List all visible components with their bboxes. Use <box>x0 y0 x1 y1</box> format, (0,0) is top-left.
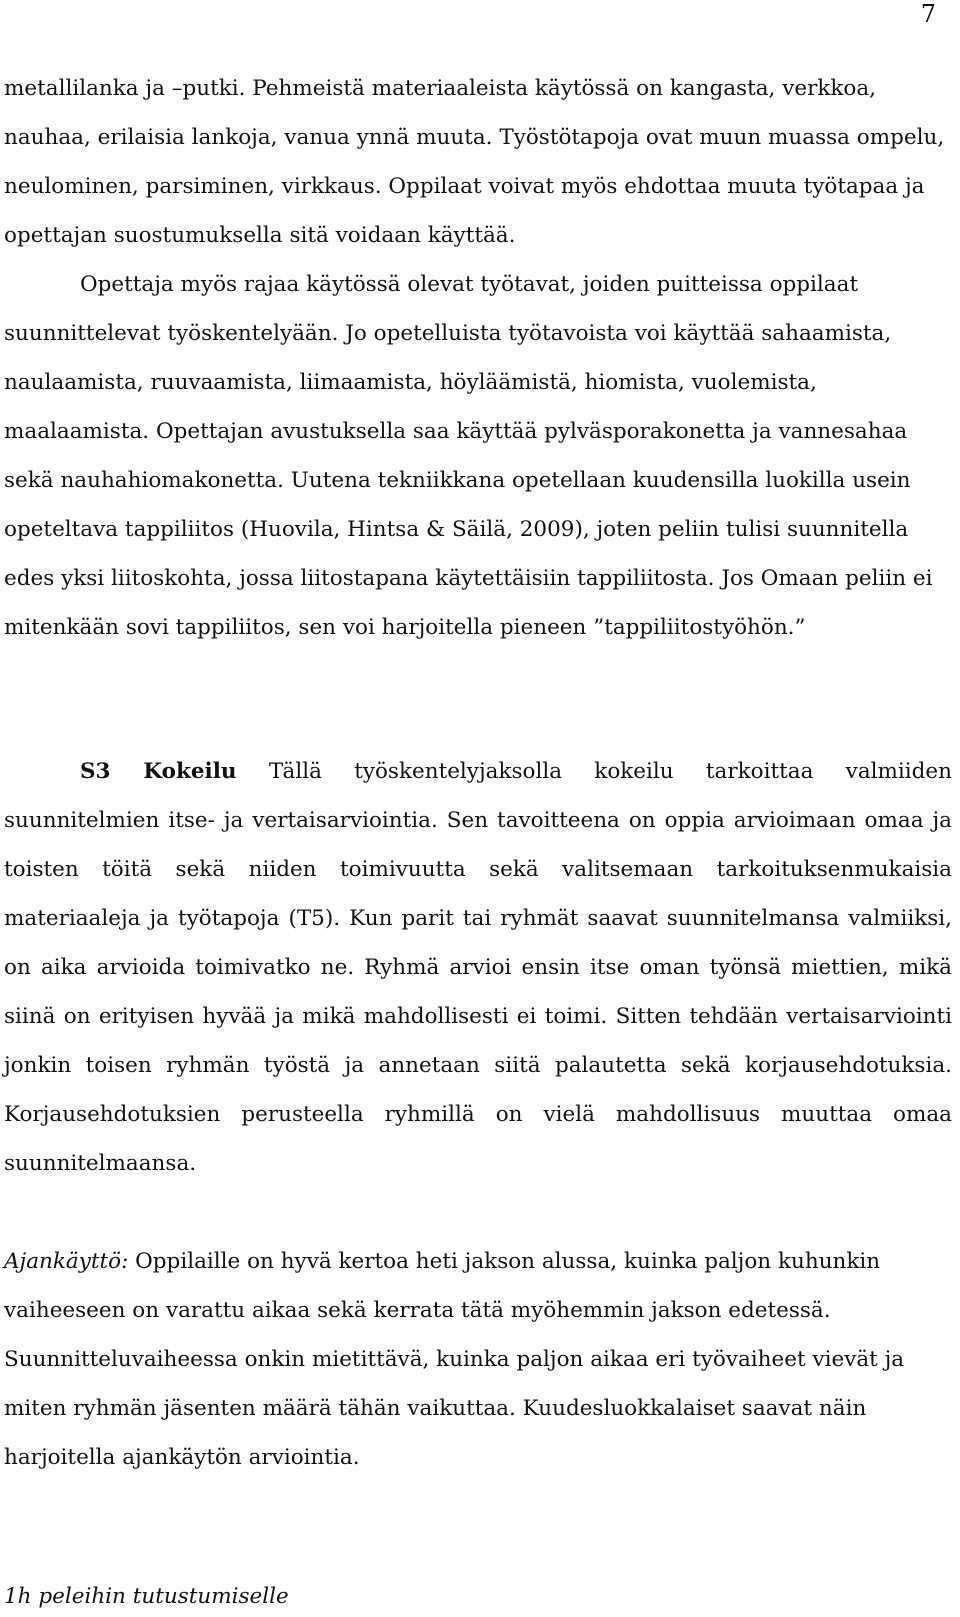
s3-body: Tällä työskentelyjaksolla kokeilu tarkoittaa valmiiden suunnitelmien itse- ja vertaisarviointia. Sen tavoitteena on oppia arvioimaan omaa ja toisten töitä sekä niiden toimivuutta sekä valitsemaan tarkoituksenmukaisia materiaaleja ja työtapoja (T5). Kun parit tai ryhmät saavat suunnitelmansa valmiiksi, on aika arvioida toimivatko ne. Ryhmä arvioi ensin itse oman työnsä miettien, mikä siinä on erityisen hyvää ja mikä mahdollisesti ei toimi. Sitten tehdään vertaisarviointi jonkin toisen ryhmän työstä ja annetaan siitä palautetta sekä korjausehdotuksia. Korjausehdotuksien perusteella ryhmillä on vielä mahdollisuus muuttaa omaa suunnitelmaansa. <box>4 759 952 1176</box>
materials-section <box>4 64 952 652</box>
paragraph-ajankaytto <box>4 1237 952 1482</box>
s3-section <box>4 747 952 1188</box>
document-page <box>4 0 952 1617</box>
ajankaytto-label: Ajankäyttö: <box>4 1249 129 1274</box>
time-use-section <box>4 1237 952 1482</box>
page-number: 7 <box>920 0 936 28</box>
paragraph-s3-kokeilu <box>4 747 952 1188</box>
ajankaytto-body: Oppilaille on hyvä kertoa heti jakson alussa, kuinka paljon kuhunkin vaiheeseen on varattu aikaa sekä kerrata tätä myöhemmin jakson edetessä. Suunnitteluvaiheessa onkin mietittävä, kuinka paljon aikaa eri työvaiheet vievät ja miten ryhmän jäsenten määrä tähän vaikuttaa. Kuudesluokkalaiset saavat näin harjoitella ajankäytön arviointia. <box>4 1249 905 1470</box>
paragraph-work-methods: Opettaja myös rajaa käytössä olevat työtavat, joiden puitteissa oppilaat suunnittelevat työskentelyään. Jo opetelluista työtavoista voi käyttää sahaamista, naulaamista, ruuvaamista, liimaamista, höyläämistä, hiomista, vuolemista, maalaamista. Opettajan avustuksella saa käyttää pylväsporakonetta ja vannesahaa sekä nauhahiomakonetta. Uutena tekniikkana opetellaan kuudensilla luokilla usein opeteltava tappiliitos (Huovila, Hintsa & Säilä, 2009), joten peliin tulisi suunnitella edes yksi liitoskohta, jossa liitostapana käytettäisiin tappiliitosta. Jos Omaan peliin ei mitenkään sovi tappiliitos, sen voi harjoitella pieneen ”tappiliitostyöhön.” <box>4 272 933 640</box>
s3-heading: S3 Kokeilu <box>80 759 237 784</box>
paragraph-materials: metallilanka ja –putki. Pehmeistä materiaaleista käytössä on kangasta, verkkoa, nauhaa, erilaisia lankoja, vanua ynnä muuta. Työstötapoja ovat muun muassa ompelu, neulominen, parsiminen, virkkaus. Oppilaat voivat myös ehdottaa muuta työtapaa ja opettajan suostumuksella sitä voidaan käyttää. <box>4 76 945 248</box>
footer-note: 1h peleihin tutustumiselle <box>4 1584 289 1609</box>
